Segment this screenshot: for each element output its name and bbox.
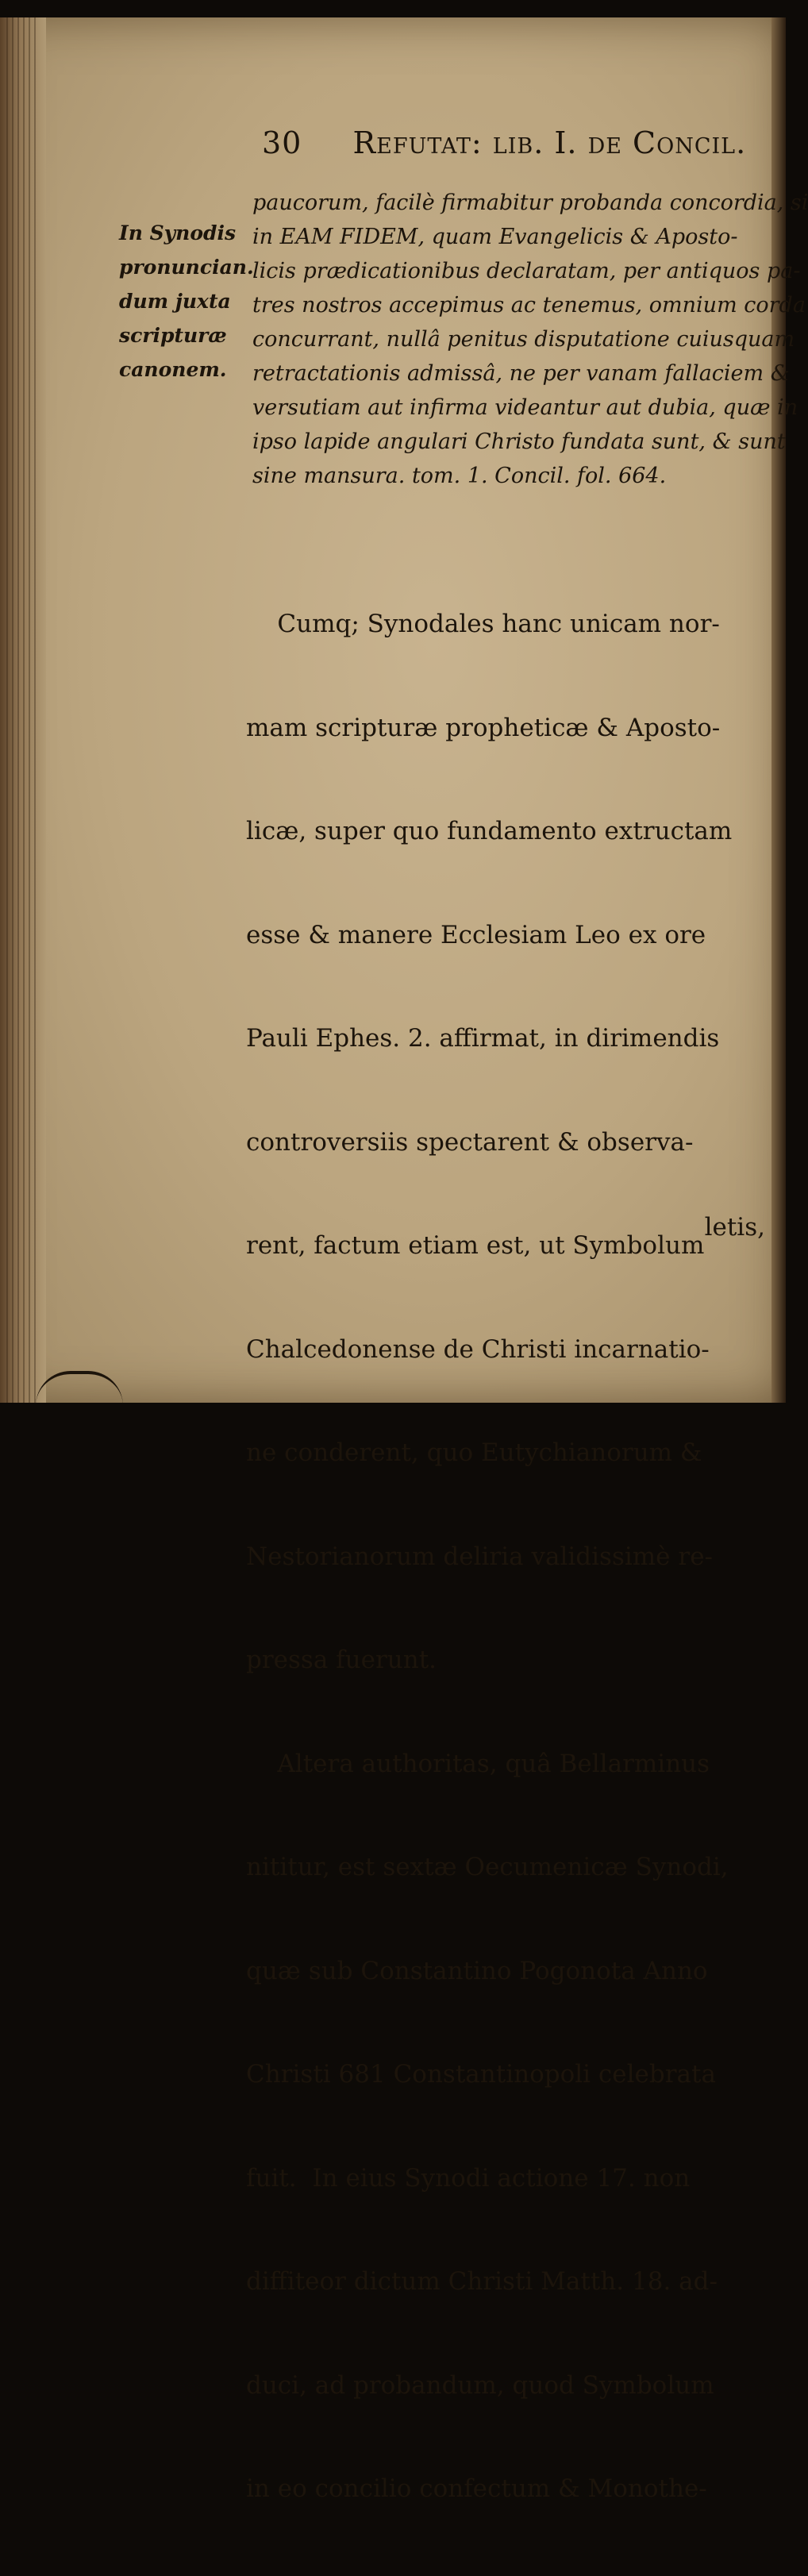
margin-note-line: pronuncian. [119,256,254,279]
body-line: in eo concilio confectum & Monothe- [246,2474,707,2503]
body-line: rent, factum etiam est, ut Symbolum [246,1231,705,1260]
body-line: Christi 681 Constantinopoli celebrata [246,2060,716,2089]
quotation-line: versutiam aut infirma videantur aut dubia, quæ in [252,395,798,420]
margin-note-line: scripturæ [119,324,227,347]
quotation-line: ipso lapide angulari Christo fundata sunt, & sunt [252,429,786,454]
margin-note [119,216,254,387]
body-line: controversiis spectarent & observa- [246,1127,694,1157]
quotation-line: retractationis admissâ, ne per vanam fallaciem & [252,361,790,386]
catchword: letis, [704,1213,765,1242]
body-line: Pauli Ephes. 2. affirmat, in dirimendis [246,1024,720,1053]
quotation-line: concurrant, nullâ penitus disputatione cuiusquam [252,327,795,352]
body-line: mam scripturæ propheticæ & Aposto- [246,713,721,742]
quotation-line: tres nostros accepimus ac tenemus, omnium corda [252,293,806,318]
running-title: Refutat: lib. I. de Concil. [352,125,747,160]
margin-note-line: dum juxta [119,290,231,313]
body-line: fuit. In eius Synodi actione 17. non [246,2163,691,2193]
body-line: duci, ad probandum, quod Symbolum [246,2370,714,2400]
margin-note-line: In Synodis [119,221,237,245]
body-line: Nestorianorum deliria validissimè re- [246,1542,714,1571]
body-line: Cumq; Synodales hanc unicam nor- [246,610,720,638]
quotation-line: paucorum, facilè firmabitur probanda concordia, si [252,191,808,215]
body-line: esse & manere Ecclesiam Leo ex ore [246,920,706,949]
body-line: ne conderent, quo Eutychianorum & [246,1438,702,1467]
quotation-block [252,186,808,493]
quotation-line: licis prædicationibus declaratam, per antiquos pa- [252,259,801,283]
body-line: licæ, super quo fundamento extructam [246,817,733,845]
body-line: Altera authoritas, quâ Bellarminus [246,1749,710,1778]
margin-note-line: canonem. [119,358,227,381]
quotation-line: in EAM FIDEM, quam Evangelicis & Aposto- [252,225,738,249]
book-spine [0,17,46,1403]
quotation-line: sine mansura. tom. 1. Concil. fol. 664. [252,464,667,488]
spine-texture [6,17,38,1403]
book-page [0,17,808,2503]
page-tab-mark [36,1371,123,1406]
body-line: pressa fuerunt. [246,1646,437,1674]
page-number: 30 [262,125,302,160]
body-line: quæ sub Constantino Pogonota Anno [246,1956,708,1985]
body-text [246,538,786,2576]
page-header [262,125,778,160]
body-line: diffiteor dictum Christi Matth. 18. ad- [246,2267,718,2296]
body-line: nititur, est sextæ Oecumenicæ Synodi, [246,1853,729,1881]
body-line: Chalcedonense de Christi incarnatio- [246,1334,710,1364]
